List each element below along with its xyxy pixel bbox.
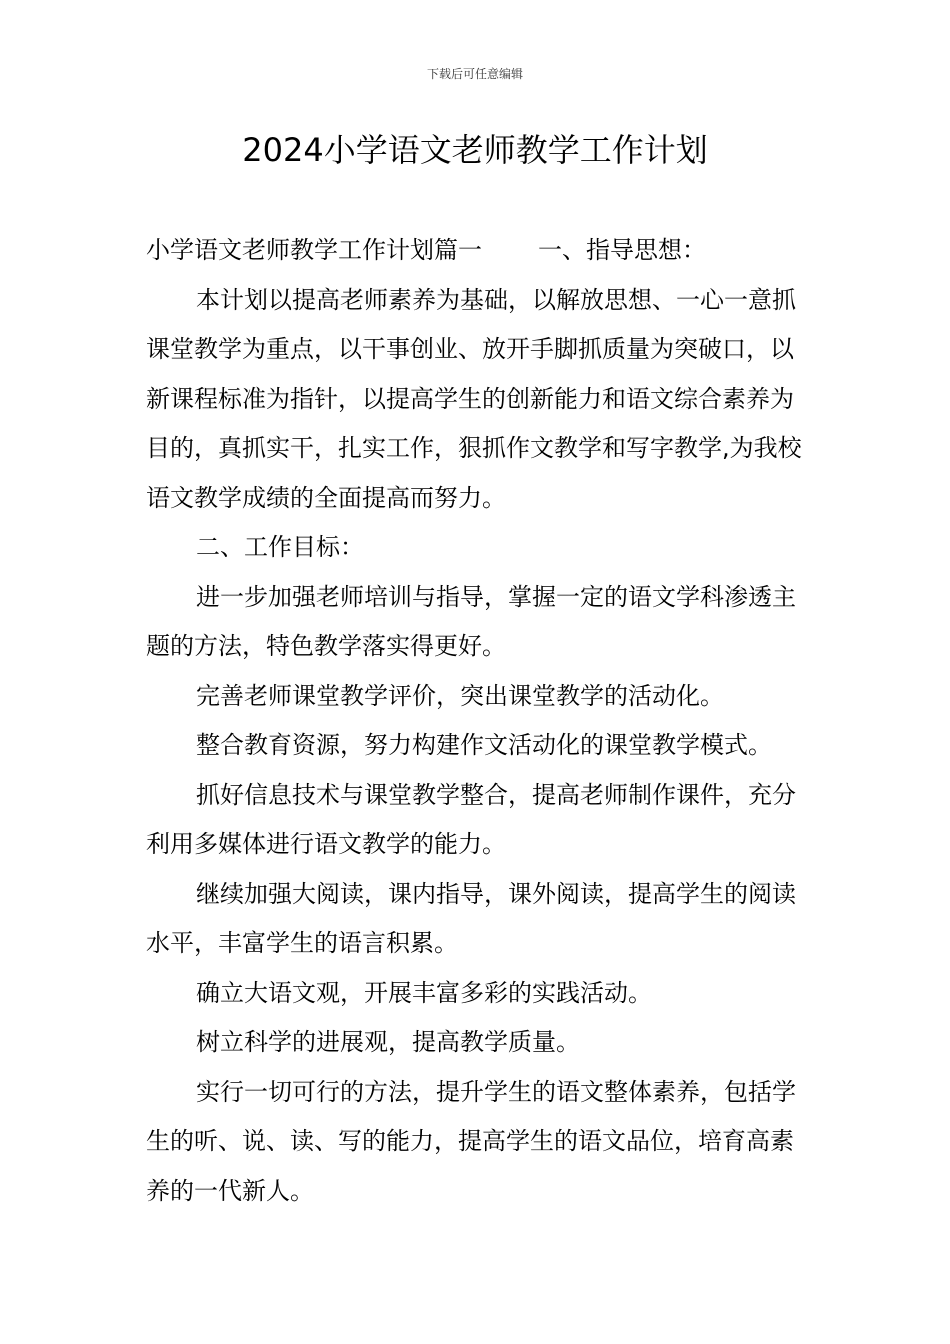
goal-item: 实行一切可行的方法，提升学生的语文整体素养，包括学生的听、说、读、写的能力，提高学生的语文品位，培育高素养的一代新人。 [146, 1077, 796, 1205]
goal-item: 进一步加强老师培训与指导，掌握一定的语文学科渗透主题的方法，特色教学落实得更好。 [146, 582, 796, 660]
intro-line [146, 226, 808, 276]
section-heading-work-goals: 二、工作目标： [196, 533, 364, 561]
goal-item: 确立大语文观，开展丰富多彩的实践活动。 [196, 978, 652, 1007]
goal-item: 树立科学的进展观，提高教学质量。 [196, 1028, 580, 1056]
document-title: 2024小学语文老师教学工作计划 [242, 131, 708, 169]
goal-item: 完善老师课堂教学评价，突出课堂教学的活动化。 [196, 681, 724, 710]
header-note: 下载后可任意编辑 [426, 67, 523, 81]
goal-item: 整合教育资源，努力构建作文活动化的课堂教学模式。 [196, 731, 772, 759]
plan-subtitle: 小学语文老师教学工作计划篇一 [146, 236, 482, 264]
goal-item: 继续加强大阅读，课内指导，课外阅读，提高学生的阅读水平，丰富学生的语言积累。 [146, 879, 796, 957]
document-body [146, 226, 808, 1216]
section-heading-guiding-ideology: 一、指导思想： [538, 236, 706, 264]
paragraph-guiding-ideology: 本计划以提高老师素养为基础，以解放思想、一心一意抓课堂教学为重点，以干事创业、放开手脚抓质量为突破口，以新课程标准为指针，以提高学生的创新能力和语文综合素养为目的，真抓实干，扎实工作，狠抓作文教学和写字教学,为我校语文教学成绩的全面提高而努力。 [146, 285, 802, 512]
goal-item: 抓好信息技术与课堂教学整合，提高老师制作课件，充分利用多媒体进行语文教学的能力。 [146, 780, 796, 858]
